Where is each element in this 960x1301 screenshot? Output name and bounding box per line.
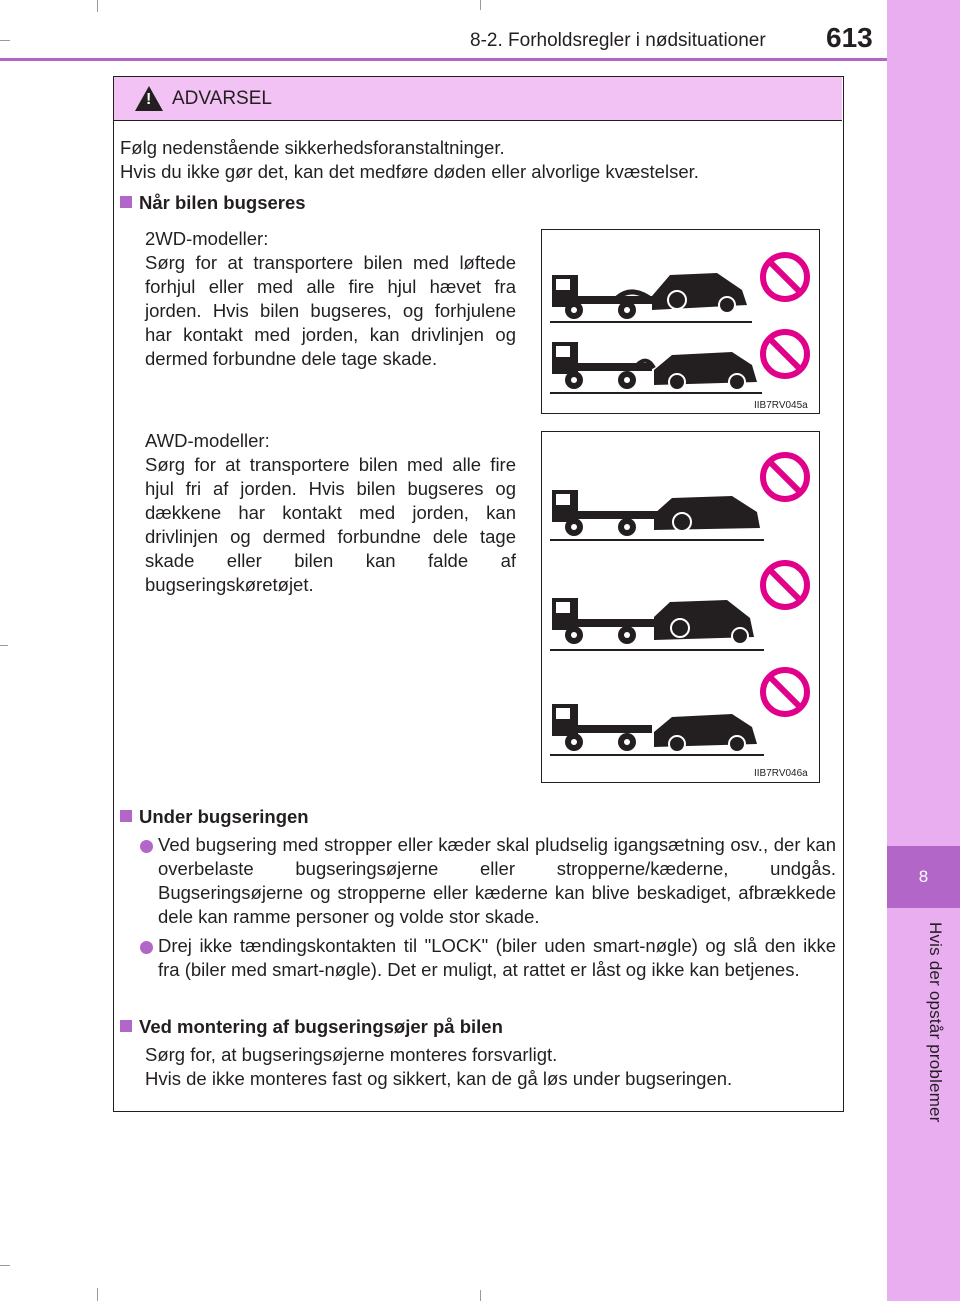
- mounting-text: [145, 1043, 835, 1091]
- car-icon: [654, 600, 754, 644]
- prohibited-icon: [763, 670, 807, 714]
- warning-header: [114, 77, 842, 121]
- car-icon: [654, 714, 757, 752]
- chapter-number: 8: [918, 867, 929, 886]
- tow-truck-icon: [552, 342, 654, 389]
- mounting-line: Sørg for, at bugseringsøjerne monteres forsvarligt.: [145, 1044, 558, 1065]
- tow-illustration-awd: [542, 432, 818, 781]
- car-icon: [654, 352, 757, 390]
- heading-text: Ved montering af bugseringsøjer på bilen: [139, 1016, 503, 1037]
- car-icon: [654, 496, 760, 531]
- warning-label: ADVARSEL: [172, 88, 272, 109]
- bullet-item: Ved bugsering med stropper eller kæder skal pludselig igangsætning osv., der kan overbelaste bugseringsøjerne eller stropperne/kæderne, undgås. Bugseringsøjerne og stropperne eller kæderne kan blive beskadiget, afbrækkede dele kan ramme personer og volde stor skade.: [158, 834, 836, 927]
- square-bullet-icon: [120, 1020, 132, 1032]
- bullet-item: Drej ikke tændingskontakten til "LOCK" (biler uden smart-nøgle) og slå den ikke fra (biler med smart-nøgle). Det er muligt, at rattet er låst og ikke kan betjenes.: [158, 935, 836, 980]
- warning-triangle-icon: [135, 86, 163, 111]
- prohibited-icon: [763, 255, 807, 299]
- round-bullet-icon: [140, 840, 153, 853]
- block-2wd: [145, 227, 516, 371]
- prohibited-icon: [763, 563, 807, 607]
- figure-2wd: [541, 229, 820, 414]
- tow-truck-icon: [552, 598, 662, 644]
- crop-mark: [97, 0, 98, 12]
- prohibited-icon: [763, 332, 807, 376]
- heading-text: Under bugseringen: [139, 806, 309, 827]
- crop-mark: [480, 1290, 481, 1301]
- section-title: 8-2. Forholdsregler i nødsituationer: [470, 30, 766, 51]
- square-bullet-icon: [120, 810, 132, 822]
- car-icon: [652, 273, 747, 313]
- crop-mark: [0, 40, 10, 41]
- block-title: AWD-modeller:: [145, 430, 270, 451]
- block-awd: [145, 429, 516, 597]
- block-text: Sørg for at transportere bilen med løftede forhjul eller med alle fire hjul hævet fra jorden. Hvis bilen bugseres, og forhjulene har kontakt med jorden, kan drivlinjen og dermed forbundne dele tage skade.: [145, 252, 516, 369]
- chapter-tab[interactable]: [887, 846, 960, 908]
- figure-code: IIB7RV046a: [754, 768, 808, 779]
- figure-awd: [541, 431, 820, 783]
- warning-intro: [120, 136, 840, 184]
- tow-truck-icon: [552, 490, 662, 536]
- tow-truck-icon: [552, 704, 652, 751]
- round-bullet-icon: [140, 941, 153, 954]
- page-number: 613: [826, 22, 873, 53]
- section-heading-mounting: [120, 1015, 503, 1039]
- mounting-line: Hvis de ikke monteres fast og sikkert, kan de gå løs under bugseringen.: [145, 1068, 733, 1089]
- header-rule: [0, 58, 887, 61]
- prohibited-icon: [763, 455, 807, 499]
- block-title: 2WD-modeller:: [145, 228, 269, 249]
- intro-line: Hvis du ikke gør det, kan det medføre døden eller alvorlige kvæstelser.: [120, 161, 699, 182]
- crop-mark: [480, 0, 481, 10]
- crop-mark: [0, 1265, 10, 1266]
- block-text: Sørg for at transportere bilen med alle fire hjul fri af jorden. Hvis bilen bugseres og dækkene har kontakt med jorden, kan drivlinjen og dermed forbundne dele tage skade eller bilen kan falde af bugseringskøretøjet.: [145, 454, 516, 595]
- chapter-title: Hvis der opstår problemer: [926, 922, 945, 1123]
- figure-code: IIB7RV045a: [754, 400, 808, 411]
- section-heading-during-towing: [120, 805, 309, 829]
- intro-line: Følg nedenstående sikkerhedsforanstaltninger.: [120, 137, 505, 158]
- crop-mark: [97, 1288, 98, 1301]
- crop-mark: [0, 645, 8, 646]
- tow-truck-icon: [552, 275, 662, 319]
- square-bullet-icon: [120, 196, 132, 208]
- section-heading-towing: [120, 191, 306, 215]
- tow-illustration-2wd: [542, 230, 818, 412]
- heading-text: Når bilen bugseres: [139, 192, 306, 213]
